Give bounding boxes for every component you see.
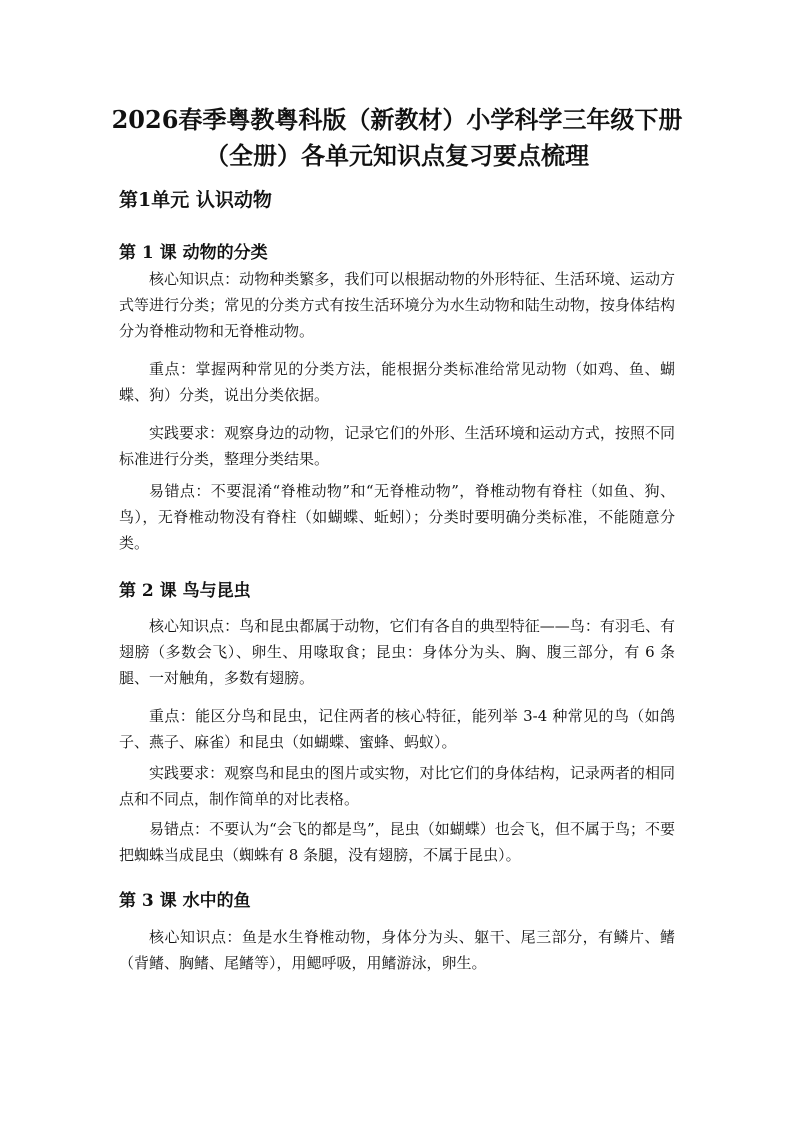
lesson-1-key-points: 重点：掌握两种常见的分类方法，能根据分类标准给常见动物（如鸡、鱼、蝴蝶、狗）分类，说出分类依据。 <box>119 360 675 404</box>
unit-heading: 第1单元 认识动物 <box>119 189 272 211</box>
lesson-2-practice: 实践要求：观察鸟和昆虫的图片或实物，对比它们的身体结构，记录两者的相同点和不同点，制作简单的对比表格。 <box>119 764 675 808</box>
lesson-1-heading: 第 1 课 动物的分类 <box>119 243 268 263</box>
lesson-2-core-knowledge: 核心知识点：鸟和昆虫都属于动物，它们有各自的典型特征——鸟：有羽毛、有翅膀（多数会飞）、卵生、用喙取食；昆虫：身体分为头、胸、腹三部分，有 6 条腿、一对触角，多数有翅膀。 <box>119 617 675 687</box>
title-line-2: （全册）各单元知识点复习要点梳理 <box>205 141 589 170</box>
document-title <box>90 102 704 174</box>
lesson-1-common-mistakes: 易错点：不要混淆“脊椎动物”和“无脊椎动物”，脊椎动物有脊柱（如鱼、狗、鸟），无脊椎动物没有脊柱（如蝴蝶、蚯蚓）；分类时要明确分类标准，不能随意分类。 <box>119 482 675 552</box>
title-line-1: 2026春季粤教粤科版（新教材）小学科学三年级下册 <box>111 105 683 134</box>
lesson-1-practice: 实践要求：观察身边的动物，记录它们的外形、生活环境和运动方式，按照不同标准进行分类，整理分类结果。 <box>119 424 675 468</box>
lesson-2-common-mistakes: 易错点：不要认为“会飞的都是鸟”，昆虫（如蝴蝶）也会飞，但不属于鸟；不要把蜘蛛当成昆虫（蜘蛛有 8 条腿，没有翅膀，不属于昆虫）。 <box>119 820 675 864</box>
lesson-2-key-points: 重点：能区分鸟和昆虫，记住两者的核心特征，能列举 3-4 种常见的鸟（如鸽子、燕子、麻雀）和昆虫（如蝴蝶、蜜蜂、蚂蚁）。 <box>119 707 675 751</box>
lesson-3-core-knowledge: 核心知识点：鱼是水生脊椎动物，身体分为头、躯干、尾三部分，有鳞片、鳍（背鳍、胸鳍、尾鳍等），用鳃呼吸，用鳍游泳，卵生。 <box>119 928 675 972</box>
lesson-1-core-knowledge: 核心知识点：动物种类繁多，我们可以根据动物的外形特征、生活环境、运动方式等进行分类；常见的分类方式有按生活环境分为水生动物和陆生动物，按身体结构分为脊椎动物和无脊椎动物。 <box>119 270 675 340</box>
lesson-2-heading: 第 2 课 鸟与昆虫 <box>119 581 251 601</box>
lesson-3-heading: 第 3 课 水中的鱼 <box>119 891 251 911</box>
